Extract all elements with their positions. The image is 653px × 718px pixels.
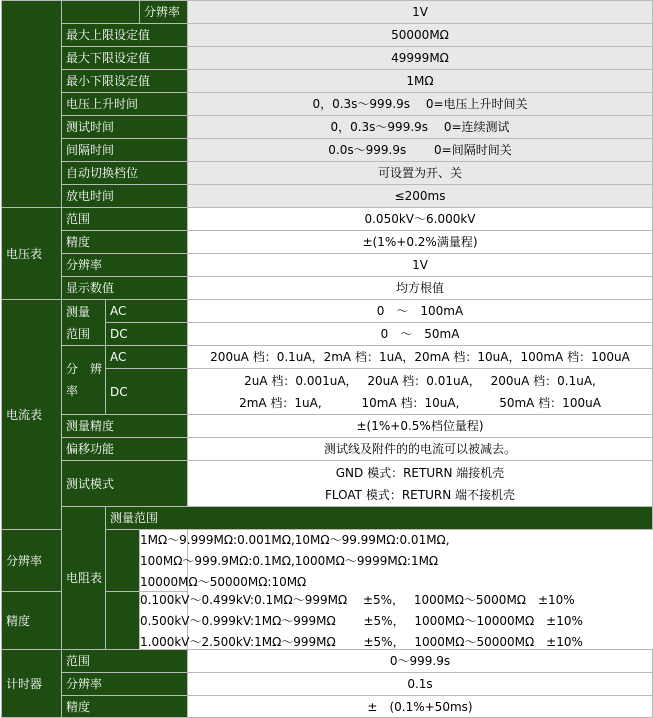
row-current-range-ac [2,300,653,323]
row-value: 0.1s [188,673,653,696]
ac-label: AC [106,300,188,323]
row-value: 0.0s～999.9s 0=间隔时间关 [188,139,653,162]
row-interval-time [2,139,653,162]
row-max-lower [2,47,653,70]
row-voltage-range [2,208,653,231]
row-label: 最大下限设定值 [62,47,188,70]
row-value: 均方根值 [188,277,653,300]
row-label: 精度 [62,231,188,254]
row-value: ≤200ms [188,185,653,208]
row-res-accuracy [2,592,653,650]
dc-label: DC [106,369,188,415]
row-label: 测试时间 [62,116,188,139]
section-label-ohmmeter: 电阻表 [62,507,106,650]
row-label: 分辨率 [62,254,188,277]
row-label: 精度 [2,592,140,650]
row-value: 49999MΩ [188,47,653,70]
row-value: 0～999.9s [188,650,653,673]
section-label-general [2,1,62,208]
row-value: 0，0.3s～999.9s 0=电压上升时间关 [188,93,653,116]
row-value: ±(1%+0.2%满量程) [188,231,653,254]
row-value: 1V [188,254,653,277]
row-voltage-display [2,277,653,300]
row-auto-range [2,162,653,185]
row-timer-resolution [2,673,653,696]
current-resolution-label: 分 辨 率 [62,346,106,415]
row-value: 1V [188,1,653,24]
row-discharge-time [2,185,653,208]
row-current-accuracy [2,415,653,438]
row-label: 放电时间 [62,185,188,208]
row-timer-range [2,650,653,673]
row-label: 自动切换档位 [62,162,188,185]
row-value: ±(1%+0.5%档位量程) [188,415,653,438]
row-res-range [2,507,653,530]
row-value: 0 ～ 100mA [188,300,653,323]
row-current-res-ac [2,346,653,369]
row-label: 分辨率 [140,1,188,24]
row-resolution [2,1,653,24]
row-label: 偏移功能 [62,438,188,461]
row-value: 测试线及附件的的电流可以被减去。 [188,438,653,461]
section-label-ammeter: 电流表 [2,300,62,530]
row-value: 可设置为开、关 [188,162,653,185]
row-label: 分辨率 [2,530,140,592]
row-label: 范围 [62,650,188,673]
row-timer-accuracy [2,696,653,718]
row-label: 测试模式 [62,461,188,507]
row-value: 200uA 档：0.1uA，2mA 档：1uA，20mA 档：10uA，100mA 档：100uA [188,346,653,369]
row-label: 显示数值 [62,277,188,300]
row-value: 0.050kV～6.000kV [188,208,653,231]
row-voltage-accuracy [2,231,653,254]
section-label-voltmeter: 电压表 [2,208,62,300]
dc-label: DC [106,323,188,346]
row-value: 1MΩ [188,70,653,93]
row-label: 分辨率 [62,673,188,696]
row-min-lower [2,70,653,93]
row-label: 间隔时间 [62,139,188,162]
ac-label: AC [106,346,188,369]
spec-table [1,0,653,718]
row-label: 测量范围 [106,507,653,530]
row-current-offset [2,438,653,461]
row-value: GND 模式：RETURN 端接机壳 FLOAT 模式：RETURN 端不接机壳 [188,461,653,507]
row-value: 50000MΩ [188,24,653,47]
current-range-label: 测量 范围 [62,300,106,346]
row-value: 1MΩ～9.999MΩ:0.001MΩ,10MΩ～99.99MΩ:0.01MΩ, 100MΩ～999.9MΩ:0.1MΩ,1000MΩ～9999MΩ:1MΩ 10000MΩ～50000MΩ:10MΩ [140,530,188,592]
row-voltage-resolution [2,254,653,277]
row-value: 0，0.3s～999.9s 0=连续测试 [188,116,653,139]
row-label: 范围 [62,208,188,231]
row-value: 2uA 档：0.001uA， 20uA 档：0.01uA， 200uA 档：0.1uA, 2mA 档：1uA, 10mA 档：10uA, 50mA 档：100uA [188,369,653,415]
row-ramp-time [2,93,653,116]
row-current-mode [2,461,653,507]
row-value: 0.100kV～0.499kV:0.1MΩ～999MΩ ±5%， 1000MΩ～5000MΩ ±10% 0.500kV～0.999kV:1MΩ～999MΩ ±5%， 1000MΩ～10000MΩ ±10% 1.000kV～2.500kV:1MΩ～999MΩ ±5%， 1000MΩ～50000MΩ ±10% [140,592,583,649]
row-test-time [2,116,653,139]
row-label: 最小下限设定值 [62,70,188,93]
row-label: 电压上升时间 [62,93,188,116]
row-label: 最大上限设定值 [62,24,188,47]
row-label: 测量精度 [62,415,188,438]
row-value: 0 ～ 50mA [188,323,653,346]
row-max-upper [2,24,653,47]
row-label: 精度 [62,696,188,718]
row-value: ± (0.1%+50ms) [188,696,653,718]
section-label-timer: 计时器 [2,650,62,718]
